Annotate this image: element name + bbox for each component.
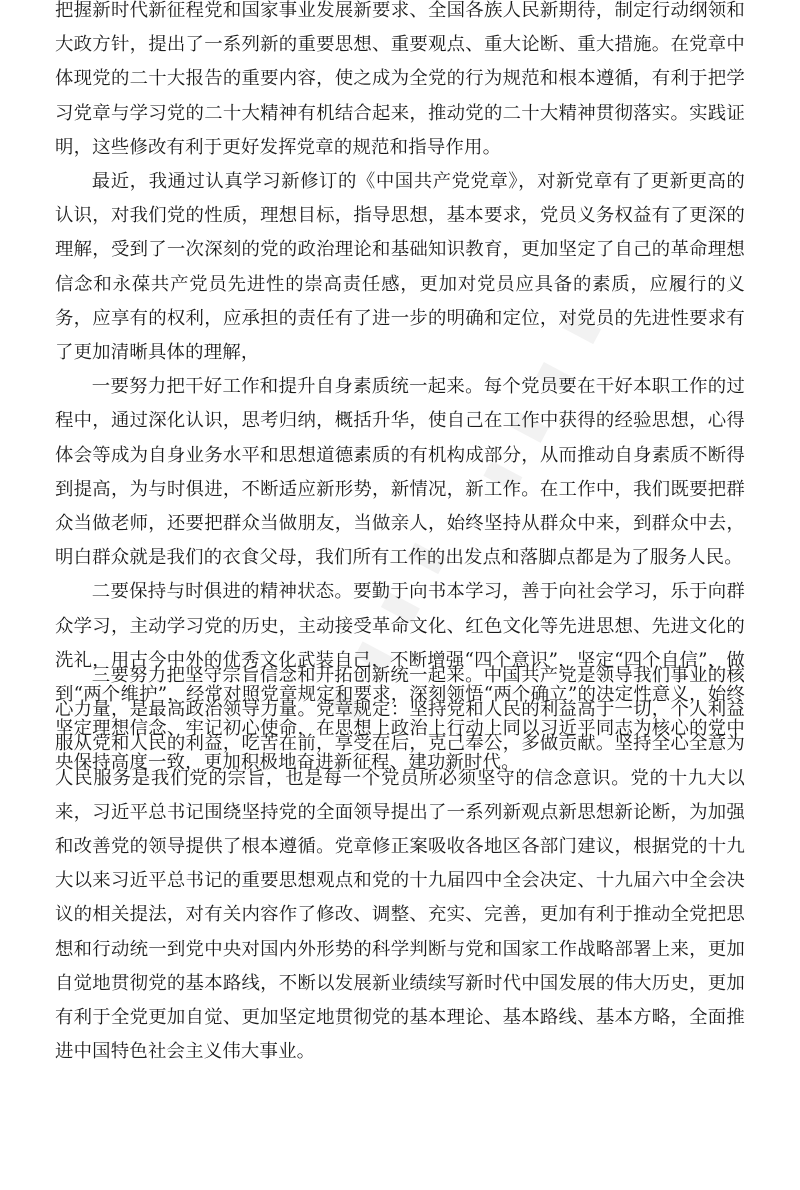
watermark-mark: ▮ ▮ ▮ ▮ bbox=[469, 295, 612, 499]
paragraph-study-reflection: 最近，我通过认真学习新修订的《中国共产党党章》，对新党章有了更新更高的认识，对我们党的性质，理想目标，指导思想，基本要求，党员义务权益有了更深的理解，受到了一次深刻的党的政治理论和基础知识教育，更加坚定了自己的革命理想信念和永葆共产党员先进性的崇高责任感，更加对党员应具备的素质，应履行的义务，应享有的权利，应承担的责任有了进一步的明确和定位，对党员的先进性要求有了更加清晰具体的理解， bbox=[55, 171, 745, 364]
paragraph-point-two: 二要保持与时俱进的精神状态。要勤于向书本学习，善于向社会学习，乐于向群众学习，主动学习党的历史，主动接受革命文化、红色文化等先进思想、先进文化的洗礼，用古今中外的优秀文化武装自己，不断增强“四个意识”，坚定“四个自信”，做到“两个维护”，经常对照党章规定和要求，深刻领悟“两个确立”的决定性意义，始终坚定理想信念、牢记初心使命，在思想上政治上行动上同以习近平同志为核心的党中央保持高度一致，更加积极地奋进新征程、建功新时代。 bbox=[55, 581, 745, 774]
watermark-mark: ▮ ▮ ▮ ▮ bbox=[314, 525, 457, 729]
paragraph-point-three: 三要努力把坚守宗旨信念和开拓创新统一起来。中国共产党是领导我们事业的核心力量，是最高政治领导力量。党章规定：坚持党和人民的利益高于一切，个人利益服从党和人民的利益，吃苦在前，享受在后，克己奉公，多做贡献。坚持全心全意为人民服务是我们党的宗旨，也是每一个党员所必须坚守的信念意识。党的十九大以来，习近平总书记围绕坚持党的全面领导提出了一系列新观点新思想新论断，为加强和改善党的领导提供了根本遵循。党章修正案吸收各地区各部门建议，根据党的十九大以来习近平总书记的重要思想观点和党的十九届四中全会决定、十九届六中全会决议的相关提法，对有关内容作了修改、调整、充实、完善，更加有利于推动全党把思想和行动统一到党中央对国内外形势的科学判断与党和国家工作战略部署上来，更加自觉地贯彻党的基本路线，不断以发展新业绩续写新时代中国发展的伟大历史，更加有利于全党更加自觉、更加坚定地贯彻党的基本理论、基本路线、基本方略，全面推进中国特色社会主义伟大事业。 bbox=[55, 665, 745, 1063]
paragraph-intro-continued: 把握新时代新征程党和国家事业发展新要求、全国各族人民新期待，制定行动纲领和大政方针，提出了一系列新的重要思想、重要观点、重大论断、重大措施。在党章中体现党的二十大报告的重要内容，使之成为全党的行为规范和根本遵循，有利于把学习党章与学习党的二十大精神有机结合起来，推动党的二十大精神贯彻落实。实践证明，这些修改有利于更好发挥党章的规范和指导作用。 bbox=[55, 0, 745, 158]
document-body-bottom bbox=[55, 659, 745, 1069]
paragraph-point-one: 一要努力把干好工作和提升自身素质统一起来。每个党员要在干好本职工作的过程中，通过深化认识，思考归纳，概括升华，使自己在工作中获得的经验思想，心得体会等成为自身业务水平和思想道德素质的有机构成部分，从而推动自身素质不断得到提高，为与时俱进，不断适应新形势，新情况，新工作。在工作中，我们既要把群众当做老师，还要把群众当做朋友，当做亲人，始终坚持从群众中来，到群众中去，明白群众就是我们的衣食父母，我们所有工作的出发点和落脚点都是为了服务人民。 bbox=[55, 376, 745, 569]
